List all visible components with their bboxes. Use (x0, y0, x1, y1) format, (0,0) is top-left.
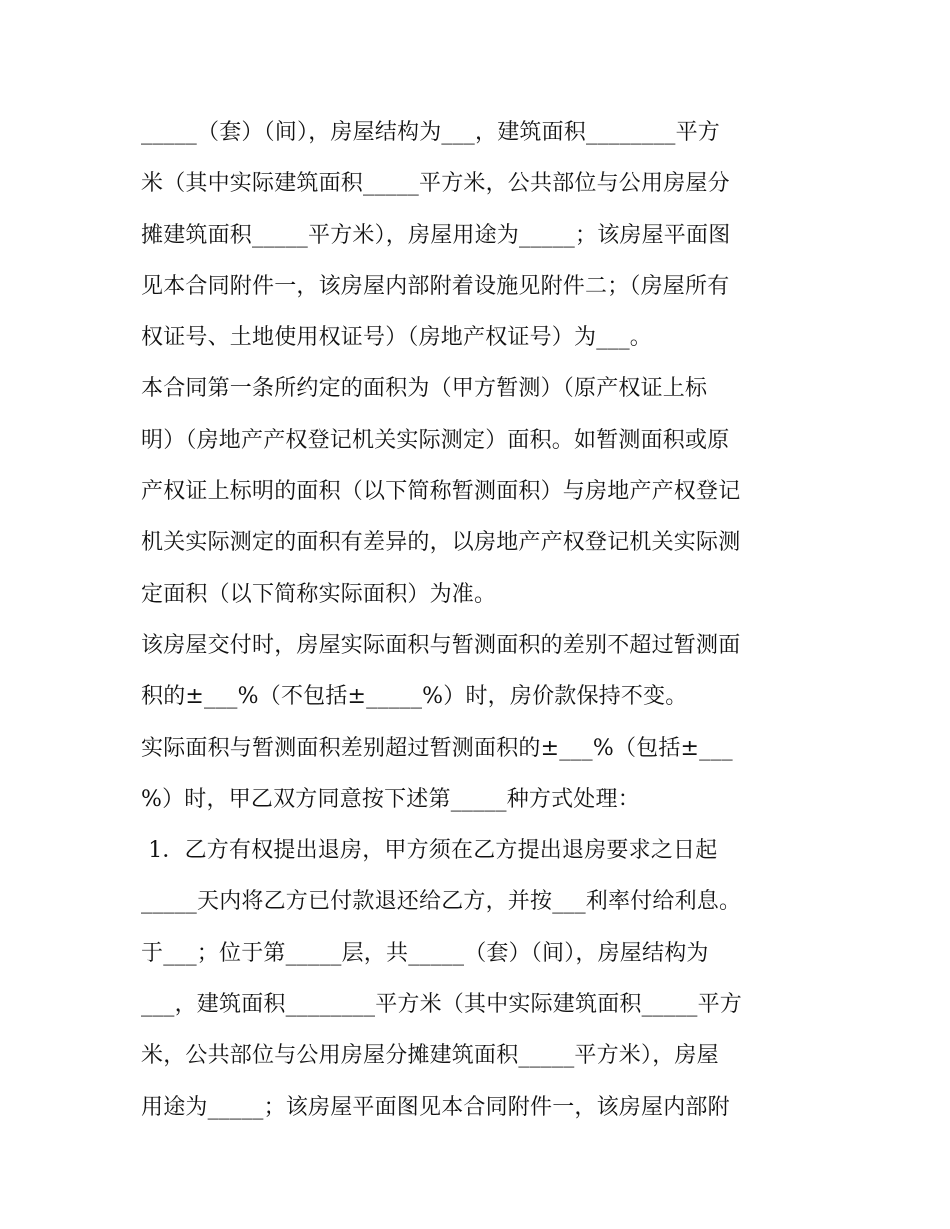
text-line: 明）（房地产产权登记机关实际测定）面积。如暂测面积或原 (141, 427, 730, 453)
text-line: %）时，甲乙双方同意按下述第_____种方式处理： (141, 786, 640, 812)
text-line: 权证号、土地使用权证号）（房地产权证号）为___。 (141, 325, 653, 351)
text-line: 产权证上标明的面积（以下简称暂测面积）与房地产产权登记 (141, 479, 741, 505)
text-line: 定面积（以下简称实际面积）为准。 (141, 581, 497, 607)
text-line: 米，公共部位与公用房屋分摊建筑面积_____平方米），房屋 (141, 1043, 719, 1069)
text-line: 用途为_____；该房屋平面图见本合同附件一，该房屋内部附 (141, 1094, 730, 1120)
text-line: 积的±___%（不包括±_____%）时，房价款保持不变。 (141, 684, 688, 710)
text-line: _____（套）（间），房屋结构为___，建筑面积________平方 (141, 120, 721, 145)
text-line: 米（其中实际建筑面积_____平方米，公共部位与公用房屋分 (141, 171, 730, 197)
contract-text-body (141, 107, 821, 1133)
text-line: 实际面积与暂测面积差别超过暂测面积的±___%（包括±___ (141, 735, 733, 761)
text-line: 机关实际测定的面积有差异的，以房地产产权登记机关实际测 (141, 530, 741, 556)
text-line: 1．乙方有权提出退房，甲方须在乙方提出退房要求之日起 (141, 838, 718, 864)
text-line: 摊建筑面积_____平方米），房屋用途为_____；该房屋平面图 (141, 222, 731, 248)
text-line: 见本合同附件一，该房屋内部附着设施见附件二；（房屋所有 (141, 273, 730, 299)
text-line: _____天内将乙方已付款退还给乙方，并按___利率付给利息。 (141, 889, 742, 915)
text-line: 本合同第一条所约定的面积为（甲方暂测）（原产权证上标 (141, 376, 708, 402)
text-line: 该房屋交付时，房屋实际面积与暂测面积的差别不超过暂测面 (141, 632, 741, 658)
text-line: ___，建筑面积________平方米（其中实际建筑面积_____平方 (141, 992, 743, 1018)
text-line: 于___；位于第_____层，共_____（套）（间），房屋结构为 (141, 940, 709, 966)
